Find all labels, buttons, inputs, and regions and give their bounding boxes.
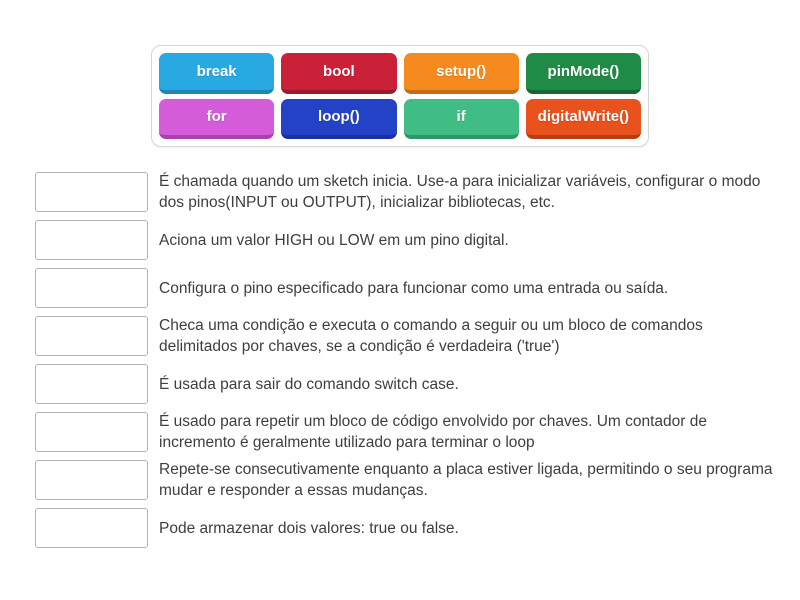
definitions-list [35,168,775,552]
chip-setup[interactable]: setup() [404,53,519,94]
match-row [35,504,775,552]
drop-target-3[interactable] [35,268,148,308]
definition-text: Checa uma condição e executa o comando a seguir ou um bloco de comandos delimitados por chaves, se a condição é verdadeira ('true') [159,317,703,355]
chip-pinmode[interactable]: pinMode() [526,53,641,94]
definition-text: É chamada quando um sketch inicia. Use-a para inicializar variáveis, configurar o modo dos pinos(INPUT ou OUTPUT), inicializar bibliotecas, etc. [159,173,761,211]
drop-target-7[interactable] [35,460,148,500]
chip-digitalwrite[interactable]: digitalWrite() [526,99,641,140]
definition-text: Aciona um valor HIGH ou LOW em um pino digital. [159,231,509,249]
definition-text: Configura o pino especificado para funcionar como uma entrada ou saída. [159,279,669,297]
drop-target-8[interactable] [35,508,148,548]
word-bank [151,45,649,147]
definition-text: Repete-se consecutivamente enquanto a placa estiver ligada, permitindo o seu programa mudar e responder a essas mudanças. [159,461,773,499]
match-row [35,408,775,456]
chip-break[interactable]: break [159,53,274,94]
chip-if[interactable]: if [404,99,519,140]
drop-target-5[interactable] [35,364,148,404]
drop-target-6[interactable] [35,412,148,452]
match-row [35,312,775,360]
chip-bool[interactable]: bool [281,53,396,94]
definition-text: É usado para repetir um bloco de código envolvido por chaves. Um contador de incremento é geralmente utilizado para terminar o loop [159,413,707,451]
definition-text: É usada para sair do comando switch case. [159,375,459,393]
match-row [35,456,775,504]
chip-loop[interactable]: loop() [281,99,396,140]
match-row [35,168,775,216]
drop-target-4[interactable] [35,316,148,356]
match-row [35,264,775,312]
chip-for[interactable]: for [159,99,274,140]
definition-text: Pode armazenar dois valores: true ou false. [159,519,459,537]
drop-target-2[interactable] [35,220,148,260]
match-row [35,360,775,408]
drop-target-1[interactable] [35,172,148,212]
match-row [35,216,775,264]
